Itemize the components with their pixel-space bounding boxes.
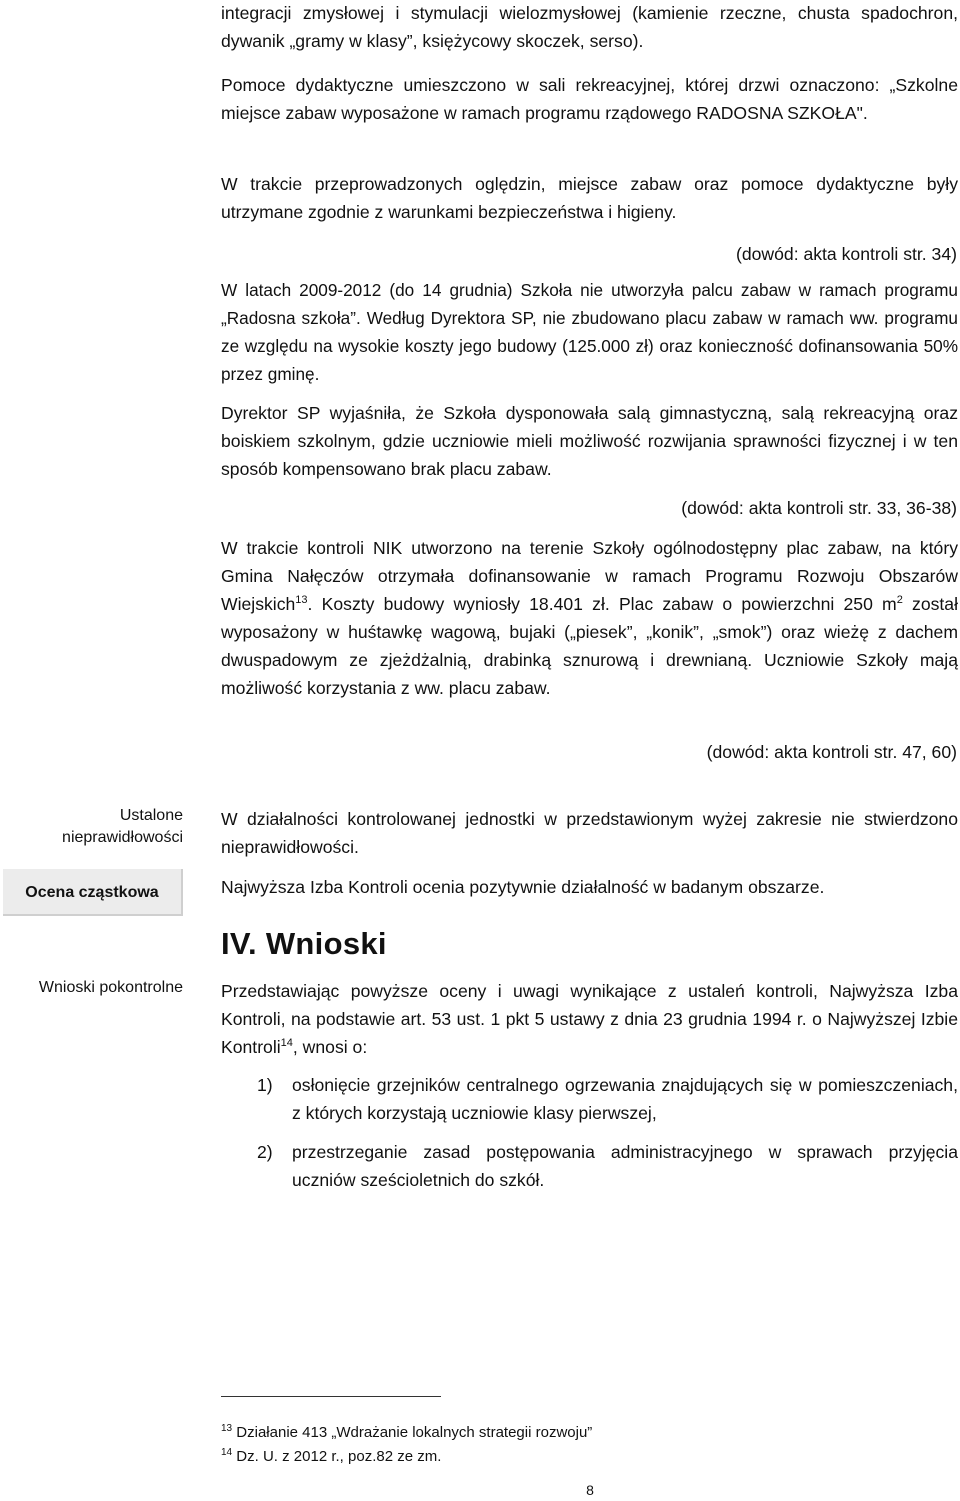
paragraph-inspection: W trakcie przeprowadzonych oględzin, miejsce zabaw oraz pomoce dydaktyczne były utrzymane zgodnie z warunkami bezpieczeństwa i higieny.	[221, 174, 958, 222]
paragraph-radosna-szkola: W latach 2009-2012 (do 14 grudnia) Szkoła nie utworzyła palcu zabaw w ramach programu „Radosna szkoła”. Według Dyrektora SP, nie zbudowano placu zabaw w ramach ww. programu ze względu na wysokie koszty jego budowy (125.000 zł) oraz konieczność dofinansowania 50% przez gminę.	[221, 280, 958, 384]
section-heading: IV. Wnioski	[221, 926, 387, 961]
footnote-number: 13	[221, 1423, 233, 1434]
sidebar-label-irregularities: Ustalone nieprawidłowości	[62, 807, 183, 846]
footnote	[221, 1423, 592, 1443]
sidebar-label-partial-assessment: Ocena cząstkowa	[3, 869, 183, 916]
footnote-ref-13[interactable]: 13	[295, 594, 308, 606]
paragraph-no-irregularities: W działalności kontrolowanej jednostki w przedstawionym wyżej zakresie nie stwierdzono nieprawidłowości.	[221, 809, 958, 857]
paragraph-recommendations-intro	[221, 977, 958, 1061]
paragraph-positive-assessment: Najwyższa Izba Kontroli ocenia pozytywnie działalność w badanym obszarze.	[221, 877, 825, 897]
footnote-separator	[221, 1396, 441, 1397]
paragraph-sensory-aids: integracji zmysłowej i stymulacji wielozmysłowej (kamienie rzeczne, chusta spadochron, dywanik „gramy w klasy”, księżycowy skoczek, serso).	[221, 3, 958, 51]
list-item-text: przestrzeganie zasad postępowania administracyjnego w sprawach przyjęcia uczniów sześcioletnich do szkół.	[292, 1142, 958, 1190]
paragraph-playground-text: W trakcie kontroli NIK utworzono na terenie Szkoły ogólnodostępny plac zabaw, na który Gmina Nałęczów otrzymała dofinansowanie w ramach Programu Rozwoju Obszarów Wiejskich	[221, 538, 958, 614]
sidebar-label-recommendations: Wnioski pokontrolne	[38, 979, 183, 996]
footnote-number: 14	[221, 1447, 233, 1458]
list-item-text: osłonięcie grzejników centralnego ogrzewania znajdujących się w pomieszczeniach, z których korzystają uczniowie klasy pierwszej,	[292, 1075, 958, 1123]
paragraph-intro-text: Przedstawiając powyższe oceny i uwagi wynikające z ustaleń kontroli, Najwyższa Izba Kontroli, na podstawie art. 53 ust. 1 pkt 5 ustawy z dnia 23 grudnia 1994 r. o Najwyższej Izbie Kontroli	[221, 981, 958, 1057]
page-number: 8	[586, 1482, 594, 1498]
evidence-reference: (dowód: akta kontroli str. 34)	[735, 244, 957, 264]
footnote-ref-14[interactable]: 14	[280, 1037, 293, 1049]
evidence-reference: (dowód: akta kontroli str. 33, 36-38)	[681, 498, 957, 518]
paragraph-director-explanation: Dyrektor SP wyjaśniła, że Szkoła dysponowała salą gimnastyczną, salą rekreacyjną oraz boiskiem szkolnym, gdzie uczniowie mieli możliwość rozwijania sprawności fizycznej i w ten sposób kompensowano brak placu zabaw.	[221, 403, 958, 479]
paragraph-playground-text: został wyposażony w huśtawkę wagową, bujaki („piesek”, „konik”, „smok”) oraz wieżę z dachem dwuspadowym ze zjeżdżalnią, drabinką sznurową i drewnianą. Uczniowie Szkoły mają możliwość korzystania z ww. placu zabaw.	[221, 594, 959, 698]
list-item-number: 1)	[257, 1075, 273, 1095]
paragraph-intro-text: , wnosi o:	[292, 1037, 368, 1057]
footnote-text: Działanie 413 „Wdrażanie lokalnych strategii rozwoju”	[236, 1424, 593, 1441]
list-item-number: 2)	[257, 1142, 273, 1162]
superscript-squared: 2	[896, 594, 903, 606]
footnote	[221, 1447, 441, 1467]
paragraph-playground-text: . Koszty budowy wyniosły 18.401 zł. Plac zabaw o powierzchni 250 m	[307, 594, 897, 614]
paragraph-aids-location: Pomoce dydaktyczne umieszczono w sali rekreacyjnej, której drzwi oznaczono: „Szkolne miejsce zabaw wyposażone w ramach programu rządowego RADOSNA SZKOŁA".	[221, 75, 958, 123]
evidence-reference: (dowód: akta kontroli str. 47, 60)	[706, 742, 957, 762]
paragraph-playground	[221, 534, 958, 702]
footnote-text: Dz. U. z 2012 r., poz.82 ze zm.	[236, 1448, 442, 1465]
